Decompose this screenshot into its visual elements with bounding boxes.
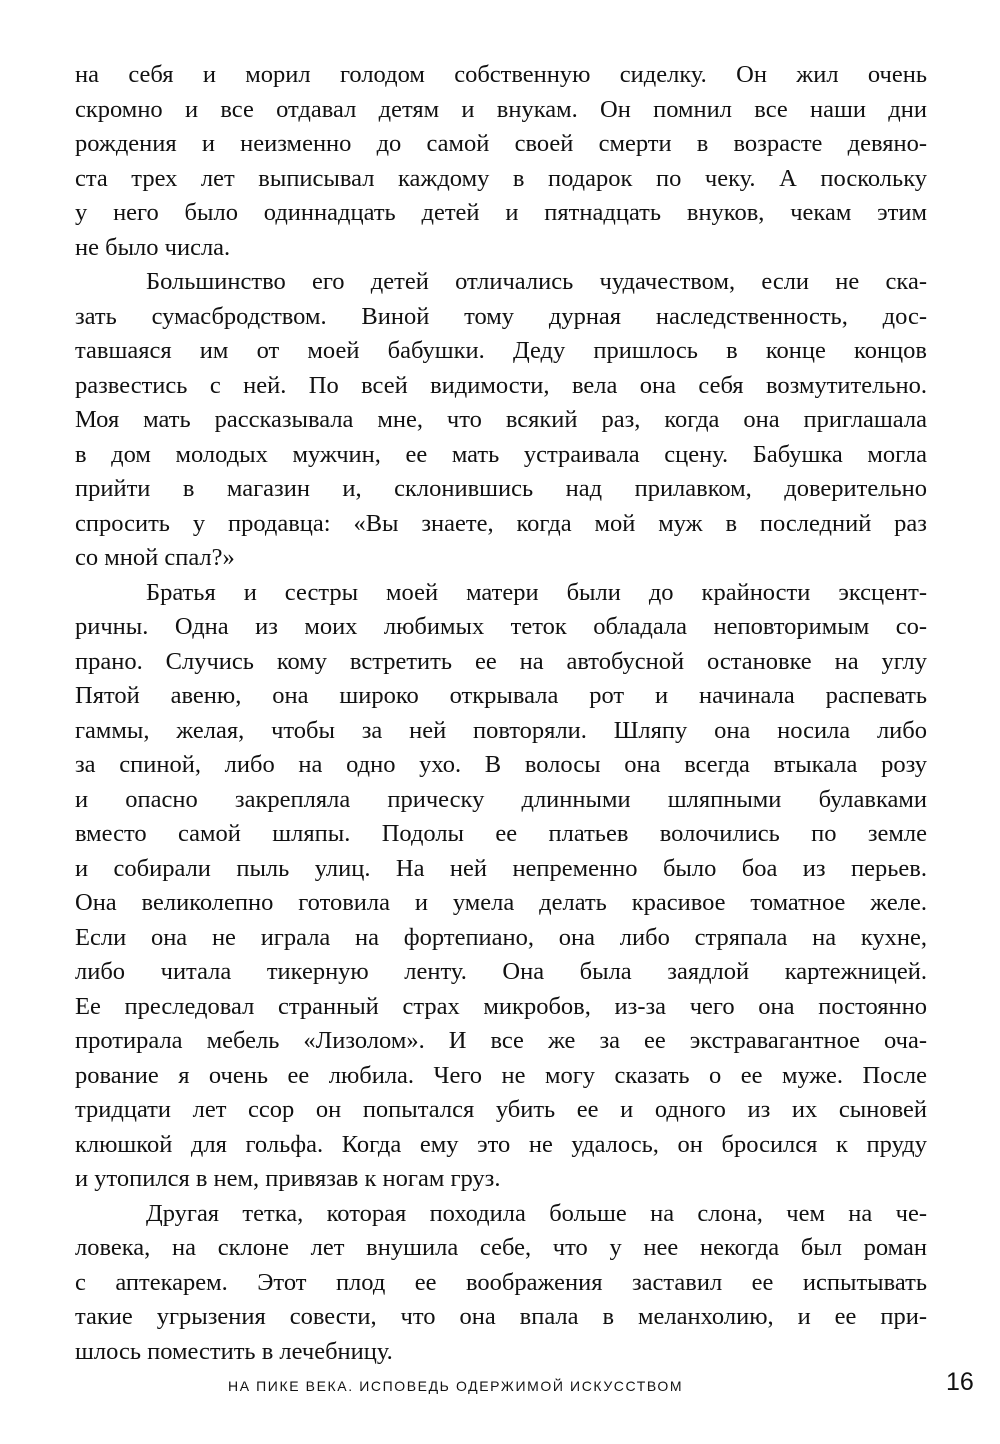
text-line: Братья и сестры моей матери были до крайности эксцент-: [146, 578, 927, 606]
text-line: вместо самой шляпы. Подолы ее платьев волочились по земле: [75, 820, 927, 847]
text-line: прано. Случись кому встретить ее на автобусной остановке на углу: [75, 647, 927, 675]
text-line: Другая тетка, которая походила больше на слона, чем на че-: [146, 1199, 927, 1227]
text-line: спросить у продавца: «Вы знаете, когда мой муж в последний раз: [75, 509, 927, 537]
page-body: [75, 58, 927, 1369]
text-line: и опасно закрепляла прическу длинными шляпными булавками: [75, 785, 927, 813]
text-line: зать сумасбродством. Виной тому дурная наследственность, дос-: [75, 302, 927, 330]
text-line: Она великолепно готовила и умела делать красивое томатное желе.: [75, 889, 927, 916]
text-line: Ее преследовал странный страх микробов, из-за чего она постоянно: [75, 992, 927, 1020]
text-line: скромно и все отдавал детям и внукам. Он помнил все наши дни: [75, 95, 927, 123]
text-line: развестись с ней. По всей видимости, вела она себя возмутительно.: [75, 371, 927, 399]
text-line: и утопился в нем, привязав к ногам груз.: [75, 1165, 501, 1192]
text-line: ловека, на склоне лет внушила себе, что у нее некогда был роман: [75, 1234, 927, 1261]
text-line: рование я очень ее любила. Чего не могу сказать о ее муже. После: [75, 1061, 927, 1089]
running-title: НА ПИКЕ ВЕКА. ИСПОВЕДЬ ОДЕРЖИМОЙ ИСКУССТВОМ: [228, 1378, 684, 1394]
text-line: со мной спал?»: [75, 544, 235, 571]
paragraph: [75, 265, 927, 576]
text-line: такие угрызения совести, что она впала в меланхолию, и ее при-: [75, 1303, 927, 1330]
paragraph: [75, 58, 927, 265]
text-line: прийти в магазин и, склонившись над прилавком, доверительно: [75, 475, 927, 502]
text-line: не было числа.: [75, 233, 231, 261]
text-line: клюшкой для гольфа. Когда ему это не удалось, он бросился к пруду: [75, 1130, 927, 1158]
text-line: тавшаяся им от моей бабушки. Деду пришлось в конце концов: [75, 337, 927, 364]
text-line: рождения и неизменно до самой своей смерти в возрасте девяно-: [75, 130, 927, 157]
text-line: протирала мебель «Лизолом». И все же за ее экстравагантное оча-: [75, 1027, 927, 1054]
text-line: гаммы, желая, чтобы за ней повторяли. Шляпу она носила либо: [75, 716, 927, 744]
text-line: с аптекарем. Этот плод ее воображения заставил ее испытывать: [75, 1268, 927, 1296]
page-number: 16: [946, 1368, 974, 1396]
text-line: на себя и морил голодом собственную сиделку. Он жил очень: [75, 61, 927, 88]
text-line: у него было одиннадцать детей и пятнадцать внуков, чекам этим: [75, 199, 927, 226]
text-line: шлось поместить в лечебницу.: [75, 1337, 393, 1365]
paragraph: [75, 1197, 927, 1370]
paragraph: [75, 576, 927, 1197]
text-line: Моя мать рассказывала мне, что всякий раз, когда она приглашала: [75, 406, 927, 433]
text-line: ста трех лет выписывал каждому в подарок по чеку. А поскольку: [75, 164, 927, 192]
text-line: Если она не играла на фортепиано, она либо стряпала на кухне,: [75, 923, 927, 951]
text-line: в дом молодых мужчин, ее мать устраивала сцену. Бабушка могла: [75, 440, 927, 468]
text-line: за спиной, либо на одно ухо. В волосы она всегда втыкала розу: [75, 751, 927, 778]
text-line: Большинство его детей отличались чудачеством, если не ска-: [146, 268, 927, 295]
text-line: ричны. Одна из моих любимых теток обладала неповторимым со-: [75, 613, 927, 640]
text-line: либо читала тикерную ленту. Она была заядлой картежницей.: [75, 958, 927, 985]
text-line: Пятой авеню, она широко открывала рот и начинала распевать: [75, 682, 927, 709]
text-line: и собирали пыль улиц. На ней непременно было боа из перьев.: [75, 854, 927, 882]
text-line: тридцати лет ссор он попытался убить ее и одного из их сыновей: [75, 1096, 927, 1123]
